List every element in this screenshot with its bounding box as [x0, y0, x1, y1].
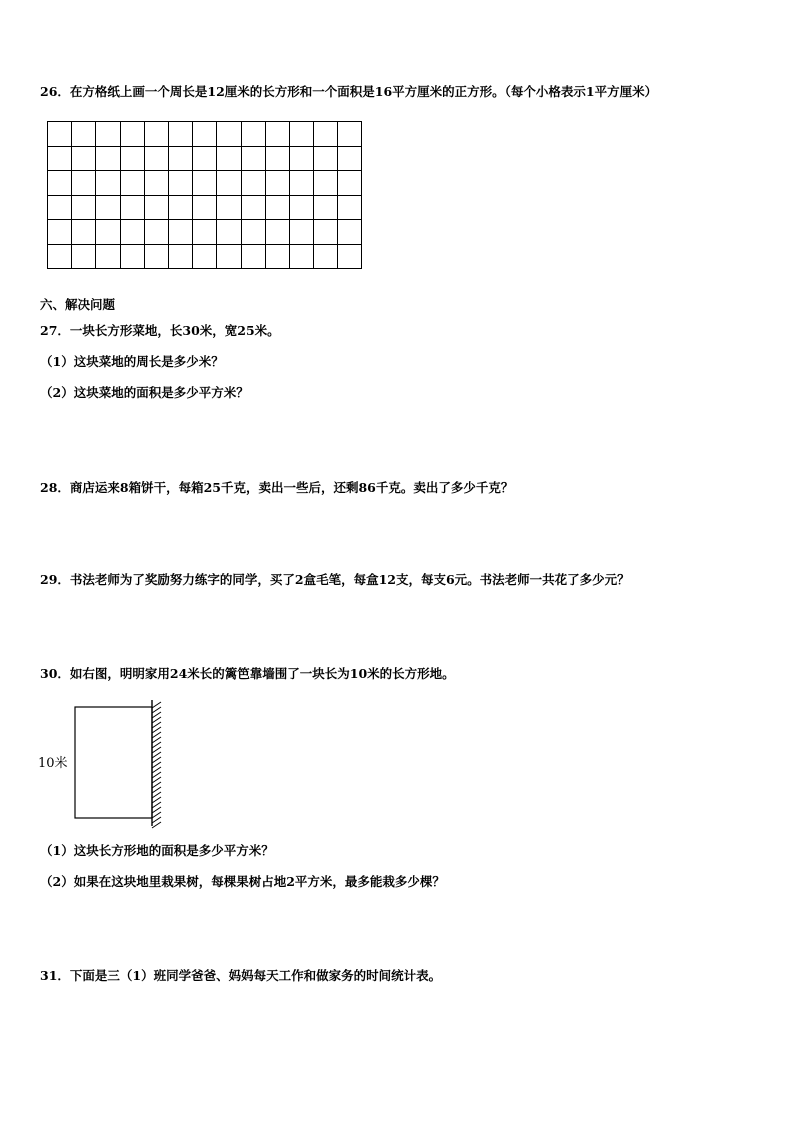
grid-row	[48, 244, 362, 269]
question-27-sub2: （2）这块菜地的面积是多少平方米？	[40, 385, 249, 400]
hatch-stroke	[152, 707, 161, 713]
grid-cell	[265, 244, 289, 269]
grid-cell	[338, 244, 362, 269]
grid-cell	[48, 171, 72, 196]
hatch-stroke	[152, 807, 161, 813]
section-title: 六、解决问题	[40, 297, 116, 312]
grid-cell	[193, 244, 217, 269]
grid-cell	[265, 195, 289, 220]
grid-cell	[168, 146, 192, 171]
grid-cell	[144, 171, 168, 196]
grid-cell	[217, 146, 241, 171]
grid-cell	[193, 146, 217, 171]
grid-cell	[72, 146, 96, 171]
grid-cell	[96, 195, 120, 220]
grid-cell	[217, 244, 241, 269]
grid-row	[48, 195, 362, 220]
grid-cell	[72, 195, 96, 220]
hatch-stroke	[152, 717, 161, 723]
question-26: 26．在方格纸上画一个周长是12厘米的长方形和一个面积是16平方厘米的正方形。（每个小格表示1平方厘米）	[40, 84, 658, 99]
hatch-stroke	[152, 747, 161, 753]
grid-cell	[338, 171, 362, 196]
grid-cell	[144, 220, 168, 245]
grid-cell	[314, 195, 338, 220]
hatch-stroke	[152, 752, 161, 758]
grid-cell	[289, 171, 313, 196]
grid-cell	[72, 244, 96, 269]
grid-cell	[48, 146, 72, 171]
grid-cell	[144, 122, 168, 147]
grid-row	[48, 122, 362, 147]
grid-cell	[96, 220, 120, 245]
hatch-stroke	[152, 712, 161, 718]
grid-row	[48, 220, 362, 245]
grid-cell	[241, 220, 265, 245]
hatch-stroke	[152, 817, 161, 823]
grid-cell	[265, 122, 289, 147]
grid-cell	[144, 195, 168, 220]
grid-cell	[96, 146, 120, 171]
grid-cell	[168, 220, 192, 245]
grid-cell	[217, 122, 241, 147]
grid-cell	[241, 171, 265, 196]
grid-row	[48, 146, 362, 171]
grid-cell	[72, 220, 96, 245]
grid-cell	[289, 122, 313, 147]
grid-cell	[338, 122, 362, 147]
hatch-stroke	[152, 772, 161, 778]
wall-hatching	[152, 702, 161, 828]
hatch-stroke	[152, 797, 161, 803]
grid-cell	[144, 146, 168, 171]
hatch-stroke	[152, 767, 161, 773]
grid-cell	[314, 171, 338, 196]
grid-cell	[193, 195, 217, 220]
grid-cell	[48, 244, 72, 269]
hatch-stroke	[152, 727, 161, 733]
grid-cell	[217, 171, 241, 196]
grid-cell	[120, 244, 144, 269]
hatch-stroke	[152, 737, 161, 743]
grid-cell	[314, 244, 338, 269]
grid-cell	[314, 122, 338, 147]
grid-cell	[217, 195, 241, 220]
grid-cell	[241, 244, 265, 269]
grid-table	[47, 121, 362, 269]
hatch-stroke	[152, 777, 161, 783]
hatch-stroke	[152, 822, 161, 828]
figure-length-label: 10米	[38, 756, 68, 771]
grid-cell	[72, 122, 96, 147]
grid-cell	[289, 195, 313, 220]
hatch-stroke	[152, 792, 161, 798]
grid-cell	[48, 195, 72, 220]
grid-cell	[265, 146, 289, 171]
grid-cell	[48, 122, 72, 147]
grid-cell	[120, 122, 144, 147]
grid-cell	[289, 244, 313, 269]
grid-cell	[265, 220, 289, 245]
hatch-stroke	[152, 812, 161, 818]
hatch-stroke	[152, 732, 161, 738]
rectangle-field	[75, 707, 152, 818]
grid-cell	[217, 220, 241, 245]
grid-cell	[265, 171, 289, 196]
grid-cell	[168, 195, 192, 220]
grid-cell	[96, 244, 120, 269]
grid-cell	[168, 244, 192, 269]
grid-cell	[193, 220, 217, 245]
hatch-stroke	[152, 757, 161, 763]
question-31: 31．下面是三（1）班同学爸爸、妈妈每天工作和做家务的时间统计表。	[40, 968, 442, 983]
hatch-stroke	[152, 802, 161, 808]
hatch-stroke	[152, 762, 161, 768]
grid-cell	[193, 171, 217, 196]
grid-cell	[241, 122, 265, 147]
question-30: 30．如右图，明明家用24米长的篱笆靠墙围了一块长为10米的长方形地。	[40, 666, 455, 681]
question-27-sub1: （1）这块菜地的周长是多少米？	[40, 354, 224, 369]
grid-cell	[241, 146, 265, 171]
grid-cell	[338, 220, 362, 245]
grid-cell	[314, 146, 338, 171]
grid-paper	[47, 121, 362, 269]
grid-cell	[314, 220, 338, 245]
grid-cell	[289, 220, 313, 245]
hatch-stroke	[152, 782, 161, 788]
grid-cell	[338, 195, 362, 220]
grid-cell	[96, 122, 120, 147]
grid-cell	[120, 171, 144, 196]
grid-cell	[168, 122, 192, 147]
question-30-sub2: （2）如果在这块地里栽果树，每棵果树占地2平方米，最多能栽多少棵？	[40, 874, 445, 889]
hatch-stroke	[152, 787, 161, 793]
question-27: 27．一块长方形菜地，长30米，宽25米。	[40, 323, 280, 338]
question-29: 29．书法老师为了奖励努力练字的同学，买了2盒毛笔，每盒12支，每支6元。书法老师一共花了多少元？	[40, 572, 630, 587]
grid-cell	[168, 171, 192, 196]
hatch-stroke	[152, 742, 161, 748]
grid-cell	[120, 195, 144, 220]
grid-cell	[96, 171, 120, 196]
hatch-stroke	[152, 722, 161, 728]
grid-cell	[120, 146, 144, 171]
question-30-sub1: （1）这块长方形地的面积是多少平方米？	[40, 843, 274, 858]
grid-cell	[120, 220, 144, 245]
grid-cell	[338, 146, 362, 171]
grid-cell	[72, 171, 96, 196]
grid-cell	[48, 220, 72, 245]
grid-row	[48, 171, 362, 196]
question-28: 28．商店运来8箱饼干，每箱25千克，卖出一些后，还剩86千克。卖出了多少千克？	[40, 480, 514, 495]
grid-cell	[289, 146, 313, 171]
grid-cell	[193, 122, 217, 147]
grid-cell	[144, 244, 168, 269]
grid-cell	[241, 195, 265, 220]
hatch-stroke	[152, 702, 161, 708]
